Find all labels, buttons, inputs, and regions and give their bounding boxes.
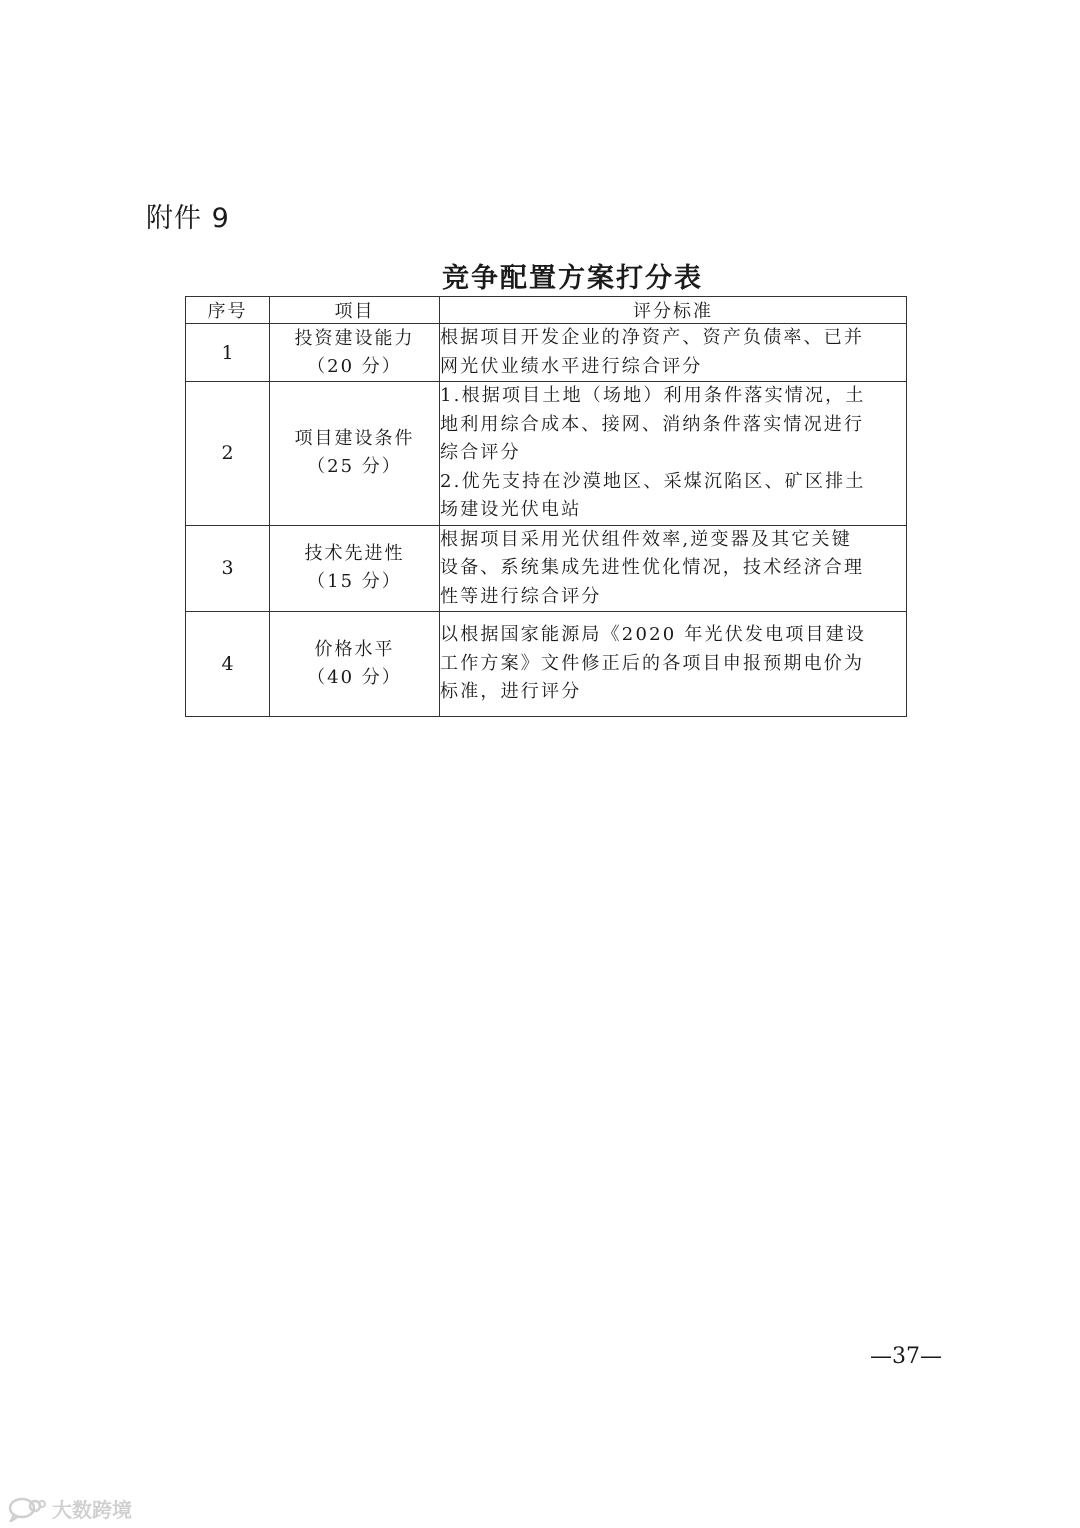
row-item	[270, 525, 440, 612]
watermark	[8, 1494, 132, 1523]
row-number: 4	[186, 612, 270, 717]
item-points: （15 分）	[307, 571, 402, 593]
table-row	[186, 612, 907, 717]
table-row	[186, 382, 907, 526]
criteria-line: 标准，进行评分	[440, 681, 582, 703]
row-item	[270, 612, 440, 717]
criteria-line: 设备、系统集成先进性优化情况，技术经济合理	[440, 557, 865, 578]
item-name: 投资建设能力	[294, 327, 415, 349]
attachment-label: 附件 9	[146, 203, 230, 234]
criteria-line: 2.优先支持在沙漠地区、采煤沉陷区、矿区排土	[440, 470, 866, 492]
row-criteria	[440, 525, 907, 612]
criteria-line: 根据项目开发企业的净资产、资产负债率、已并	[440, 327, 865, 348]
header-criteria: 评分标准	[440, 297, 907, 324]
criteria-line: 综合评分	[440, 442, 521, 463]
item-points: （20 分）	[307, 355, 402, 377]
row-number: 2	[186, 382, 270, 526]
criteria-line: 工作方案》文件修正后的各项目申报预期电价为	[440, 652, 865, 674]
criteria-line: 以根据国家能源局《2020 年光伏发电项目建设	[440, 624, 867, 646]
row-number: 1	[186, 324, 270, 382]
page-number: —37—	[870, 1344, 942, 1369]
item-name: 技术先进性	[304, 543, 405, 565]
item-points: （25 分）	[307, 456, 402, 478]
header-number: 序号	[186, 297, 270, 324]
watermark-text: 大数跨境	[52, 1498, 132, 1522]
row-number: 3	[186, 525, 270, 612]
criteria-line: 地利用综合成本、接网、消纳条件落实情况进行	[440, 413, 865, 435]
criteria-line: 性等进行综合评分	[440, 585, 602, 607]
row-item	[270, 382, 440, 526]
item-name: 价格水平	[314, 639, 395, 660]
criteria-line: 场建设光伏电站	[440, 499, 582, 520]
speech-bubble-logo-icon	[8, 1496, 46, 1522]
criteria-line: 根据项目采用光伏组件效率,逆变器及其它关键	[440, 528, 852, 550]
criteria-line: 网光伏业绩水平进行综合评分	[440, 355, 703, 377]
row-criteria	[440, 612, 907, 717]
table-header-row	[186, 297, 907, 324]
item-name: 项目建设条件	[294, 428, 415, 450]
header-item: 项目	[270, 297, 440, 324]
table-row	[186, 525, 907, 612]
item-points: （40 分）	[307, 667, 402, 688]
scoring-table	[185, 296, 907, 717]
row-item	[270, 324, 440, 382]
row-criteria	[440, 382, 907, 526]
criteria-line: 1.根据项目土地（场地）利用条件落实情况，土	[440, 385, 866, 406]
document-title: 竞争配置方案打分表	[442, 263, 703, 294]
row-criteria	[440, 324, 907, 382]
table-row	[186, 324, 907, 382]
